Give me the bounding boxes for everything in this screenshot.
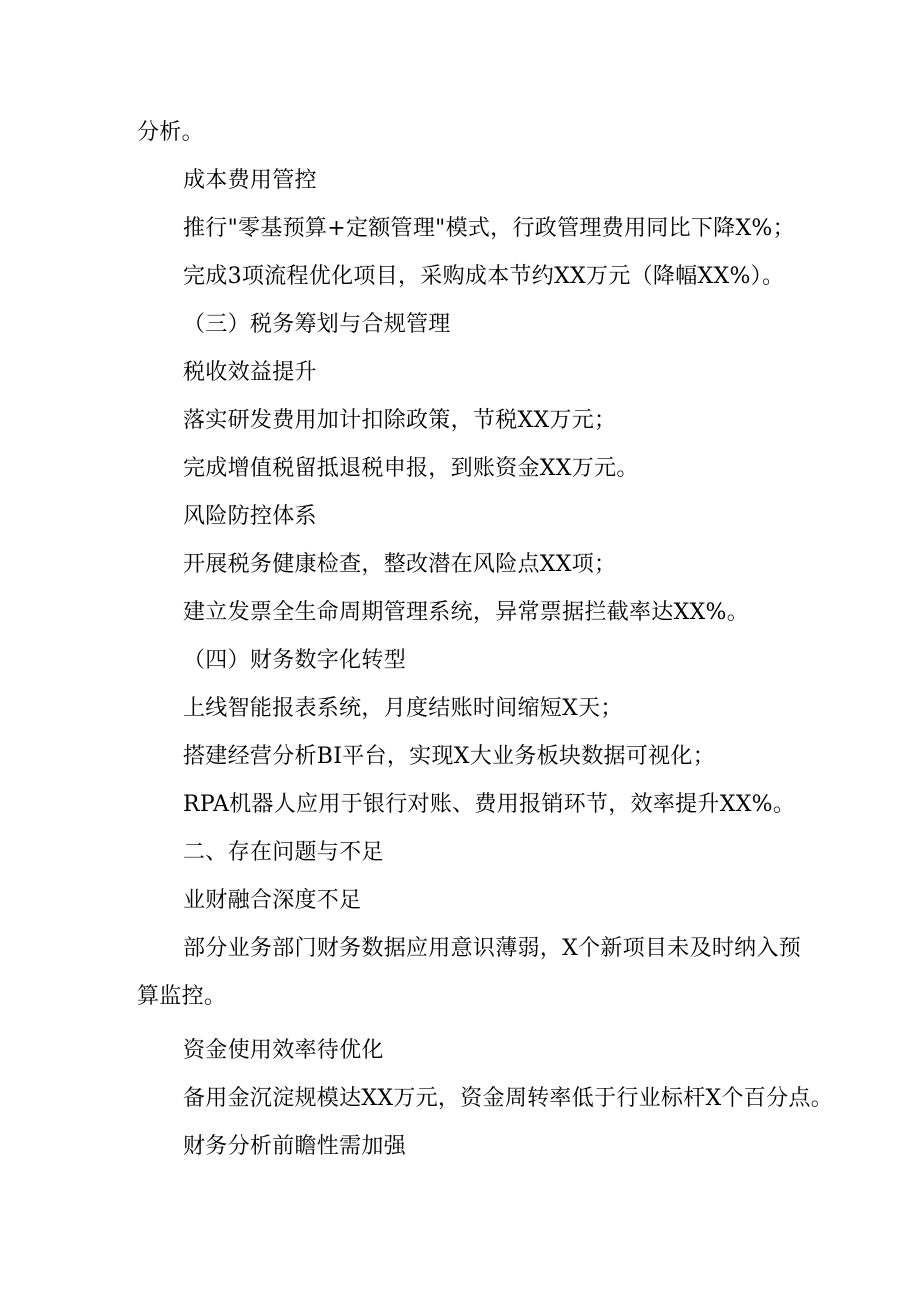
paragraph-line: 部分业务部门财务数据应用意识薄弱，X个新项目未及时纳入预	[183, 936, 802, 961]
subheading-integration: 业财融合深度不足	[183, 888, 362, 913]
subheading-cost-control: 成本费用管控	[183, 168, 317, 193]
subheading-analysis: 财务分析前瞻性需加强	[183, 1134, 407, 1159]
paragraph-line: 建立发票全生命周期管理系统，异常票据拦截率达XX%。	[183, 600, 750, 625]
subheading-risk-control: 风险防控体系	[183, 504, 317, 529]
section-heading-tax: （三）税务筹划与合规管理	[183, 312, 451, 337]
paragraph-line: 完成增值税留抵退税申报，到账资金XX万元。	[183, 456, 639, 481]
paragraph-line: 备用金沉淀规模达XX万元，资金周转率低于行业标杆X个百分点。	[183, 1086, 833, 1111]
paragraph-line: 上线智能报表系统，月度结账时间缩短X天；	[183, 696, 623, 721]
paragraph-continuation: 分析。	[137, 120, 204, 145]
paragraph-line: 搭建经营分析BI平台，实现X大业务板块数据可视化；	[183, 744, 716, 769]
paragraph-line: 落实研发费用加计扣除政策，节税XX万元；	[183, 408, 617, 433]
paragraph-continuation: 算监控。	[137, 984, 227, 1009]
paragraph-line: 推行"零基预算+定额管理"模式，行政管理费用同比下降X%；	[183, 216, 795, 241]
subheading-fund-efficiency: 资金使用效率待优化	[183, 1038, 384, 1063]
subheading-tax-benefit: 税收效益提升	[183, 360, 317, 385]
paragraph-line: RPA机器人应用于银行对账、费用报销环节，效率提升XX%。	[183, 792, 796, 817]
section-heading-digital: （四）财务数字化转型	[183, 648, 407, 673]
paragraph-line: 完成3项流程优化项目，采购成本节约XX万元（降幅XX%）。	[183, 264, 785, 289]
section-heading-problems: 二、存在问题与不足	[183, 840, 384, 865]
paragraph-line: 开展税务健康检查，整改潜在风险点XX项；	[183, 552, 617, 577]
